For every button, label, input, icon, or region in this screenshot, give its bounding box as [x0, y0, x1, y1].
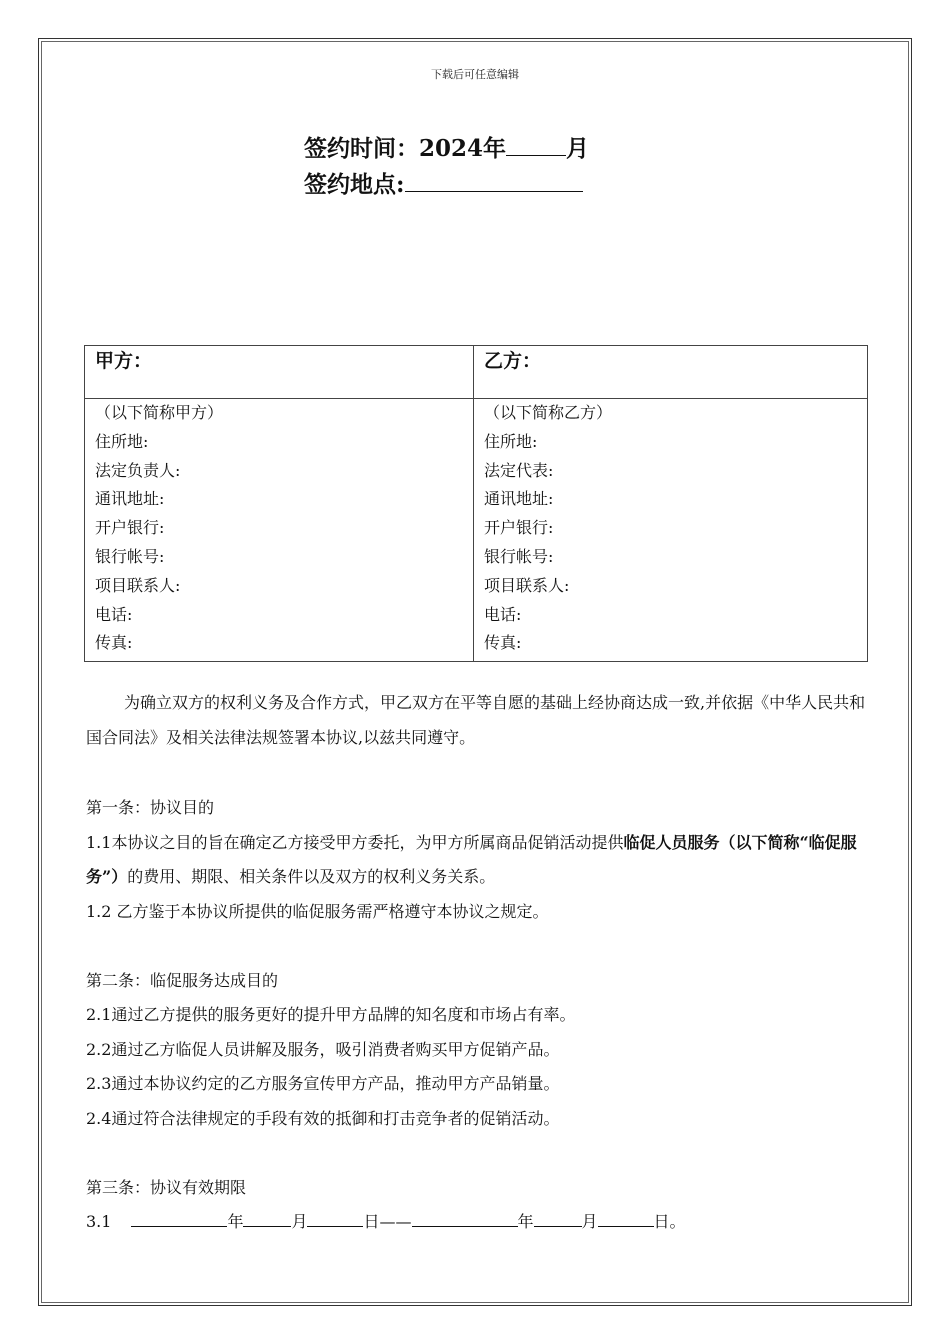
spacer — [86, 1136, 872, 1171]
start-year-label: 年 — [227, 1212, 244, 1231]
clause-1-1-tail: 的费用、期限、相关条件以及双方的权利义务关系。 — [127, 867, 496, 886]
start-day-label: 日 — [363, 1212, 380, 1231]
signing-time-line — [304, 133, 589, 169]
header-note: 下载后可任意编辑 — [431, 68, 519, 81]
party-a-line: 开户银行: — [95, 518, 165, 538]
party-b-details — [474, 399, 868, 662]
clause-2-item: 2.1通过乙方提供的服务更好的提升甲方品牌的知名度和市场占有率。 — [86, 1005, 576, 1024]
end-day-blank — [598, 1206, 654, 1227]
party-a-line: 住所地: — [95, 431, 149, 451]
parties-table — [84, 345, 868, 662]
signing-month-blank — [506, 133, 566, 156]
end-year-blank — [412, 1206, 518, 1227]
start-year-blank — [131, 1206, 227, 1227]
clause-1-1-text: 1.1本协议之目的旨在确定乙方接受甲方委托，为甲方所属商品促销活动提供 — [86, 832, 624, 852]
signing-place-label: 签约地点: — [304, 171, 405, 198]
party-b-line: 传真: — [484, 633, 522, 653]
end-month-blank — [534, 1206, 582, 1227]
range-dash: —— — [379, 1212, 412, 1231]
agreement-clauses — [86, 791, 872, 1240]
party-b-line: 开户银行: — [484, 518, 554, 538]
party-b-line: 法定代表: — [484, 460, 554, 480]
party-a-line: 通讯地址: — [95, 489, 165, 509]
party-a-line: 传真: — [95, 633, 133, 653]
signing-time-suffix: 月 — [566, 135, 590, 162]
clause-1-1-bold-abbrev: （以下简称“临促服务”） — [86, 832, 857, 886]
clause-2-item: 2.4通过符合法律规定的手段有效的抵御和打击竞争者的促销活动。 — [86, 1108, 560, 1128]
end-year-label: 年 — [517, 1212, 534, 1231]
party-a-heading: 甲方： — [85, 346, 474, 399]
party-a-line: 银行帐号: — [95, 546, 165, 566]
start-day-blank — [307, 1206, 363, 1227]
party-a-line: 项目联系人: — [95, 575, 181, 595]
party-b-line: 银行帐号: — [484, 546, 554, 566]
signing-time-label: 签约时间：2024年 — [304, 135, 507, 162]
clause-3-1 — [86, 1205, 872, 1240]
party-b-line: （以下简称乙方） — [484, 403, 613, 422]
article-1-title: 第一条：协议目的 — [86, 798, 215, 817]
party-b-line: 住所地: — [484, 431, 538, 451]
clause-3-1-number: 3.1 — [86, 1212, 112, 1231]
clause-1-2: 1.2 乙方鉴于本协议所提供的临促服务需严格遵守本协议之规定。 — [86, 901, 549, 921]
article-2-title: 第二条：临促服务达成目的 — [86, 970, 279, 990]
party-a-line: 法定负责人: — [95, 460, 181, 480]
party-a-line: （以下简称甲方） — [95, 403, 224, 422]
start-month-blank — [243, 1206, 291, 1227]
article-3-title: 第三条：协议有效期限 — [86, 1177, 247, 1197]
clause-2-item: 2.3通过本协议约定的乙方服务宣传甲方产品，推动甲方产品销量。 — [86, 1074, 560, 1093]
end-day-label: 日。 — [653, 1212, 686, 1231]
spacer — [86, 929, 872, 964]
signing-place-line — [304, 169, 589, 205]
party-a-details — [85, 399, 474, 662]
clause-1-1-bold-service: 临促人员服务 — [623, 832, 720, 852]
start-month-label: 月 — [291, 1212, 308, 1231]
party-b-heading: 乙方： — [474, 346, 868, 399]
party-b-line: 通讯地址: — [484, 489, 554, 509]
clause-1-1 — [86, 826, 872, 895]
signing-info — [304, 133, 589, 205]
party-b-line: 电话: — [484, 604, 522, 624]
end-month-label: 月 — [581, 1212, 598, 1231]
clause-2-item: 2.2通过乙方临促人员讲解及服务，吸引消费者购买甲方促销产品。 — [86, 1039, 560, 1059]
party-b-line: 项目联系人: — [484, 575, 570, 595]
signing-place-blank — [405, 169, 583, 192]
party-a-line: 电话: — [95, 604, 133, 624]
intro-paragraph: 为确立双方的权利义务及合作方式，甲乙双方在平等自愿的基础上经协商达成一致,并依据《中华人民共和国合同法》及相关法律法规签署本协议,以兹共同遵守。 — [86, 693, 866, 747]
